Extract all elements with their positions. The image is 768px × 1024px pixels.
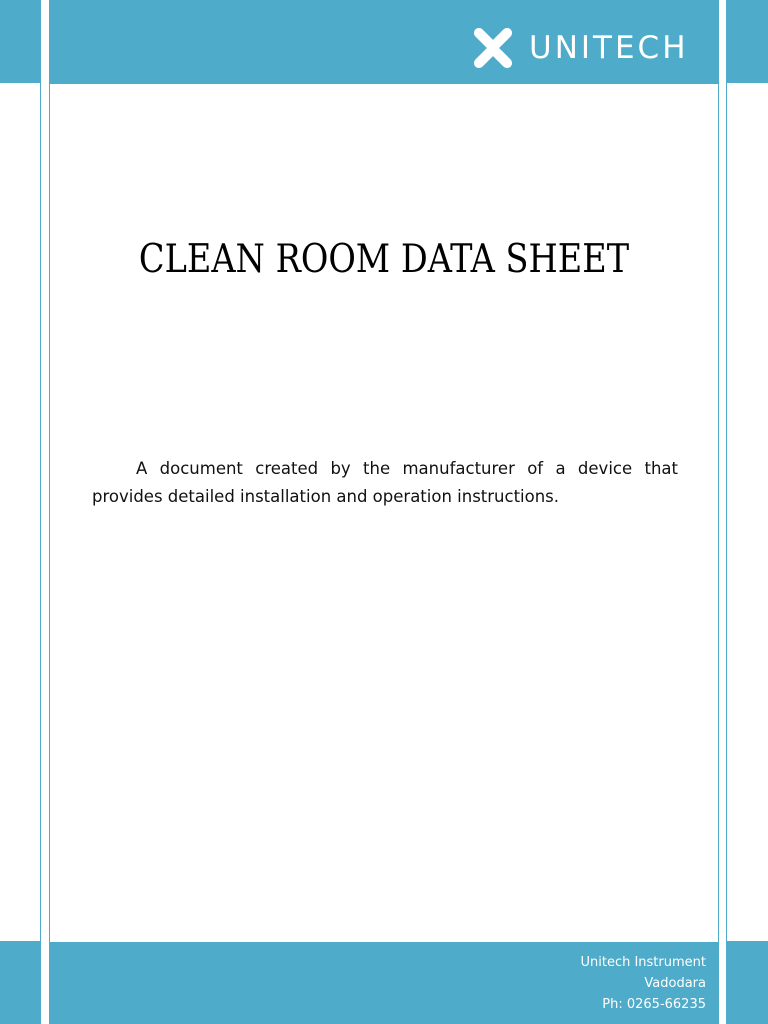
footer-phone: Ph: 0265-66235 xyxy=(602,997,706,1012)
document-description: A document created by the manufacturer of a device that provides detailed installation and operation instructions. xyxy=(92,458,678,506)
document-page xyxy=(49,0,719,1024)
decor-line-left xyxy=(40,0,41,1024)
footer-bar xyxy=(50,942,718,1023)
decor-band-bottom-left xyxy=(0,941,40,1024)
page-title: CLEAN ROOM DATA SHEET xyxy=(138,237,630,282)
logo-wordmark: UNITECH xyxy=(529,30,689,66)
footer-company: Unitech Instrument xyxy=(580,955,706,970)
footer-contact xyxy=(580,952,706,1015)
decor-band-top-right xyxy=(727,0,768,83)
unitech-logo-icon xyxy=(473,23,525,73)
header-bar xyxy=(50,1,718,84)
decor-band-top-left xyxy=(0,0,40,83)
decor-band-bottom-right xyxy=(727,941,768,1024)
footer-city: Vadodara xyxy=(644,976,706,991)
decor-line-right xyxy=(726,0,727,1024)
unitech-logo xyxy=(473,23,713,73)
